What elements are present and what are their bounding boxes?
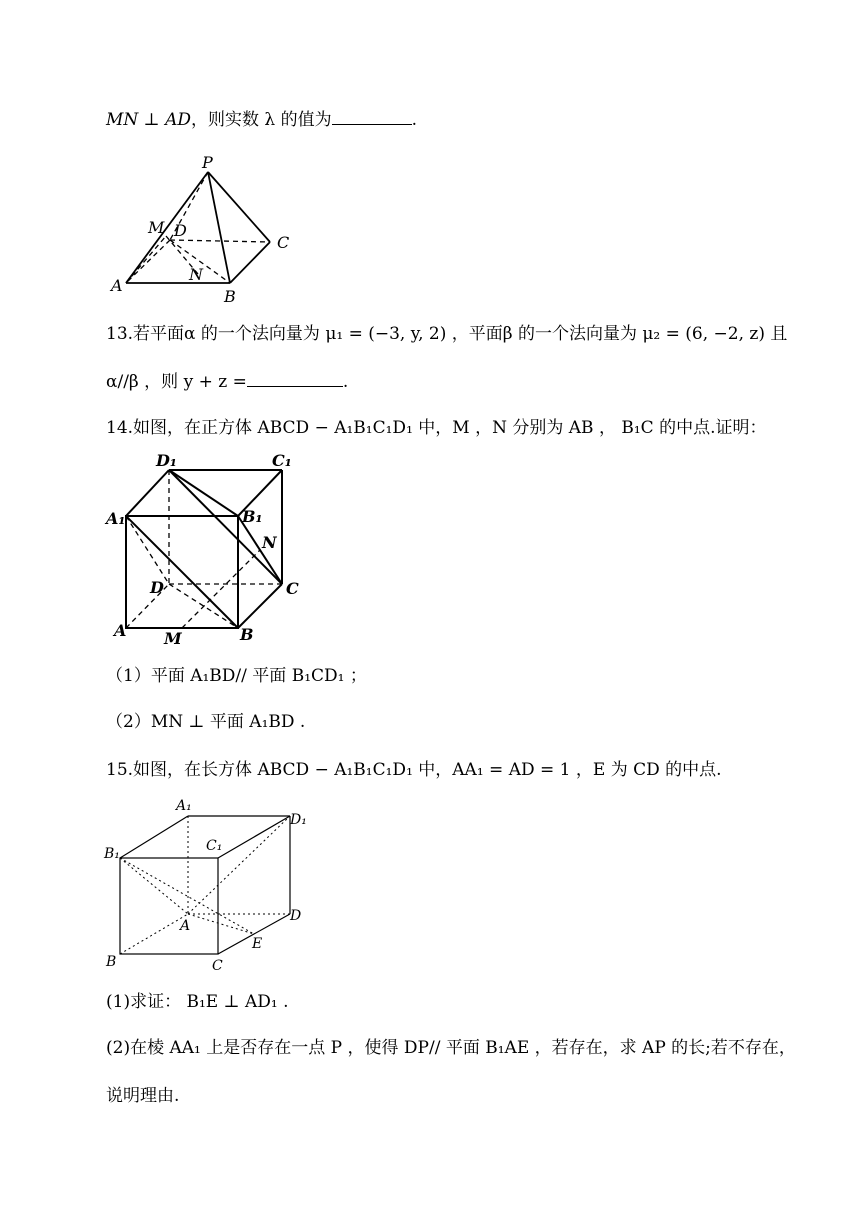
label-D1: D₁ <box>290 812 307 828</box>
q13-line1: 13.若平面α 的一个法向量为 μ₁ = (−3, y, 2) ，平面β 的一个法向量为 μ₂ = (6, −2, z) 且 <box>106 324 788 344</box>
label-A1: A₁ <box>106 509 126 528</box>
pyramid-figure <box>100 150 300 310</box>
label-A: A <box>180 918 191 934</box>
q13-end: . <box>342 372 349 392</box>
label-M: M <box>148 218 165 237</box>
label-M: M <box>164 629 182 648</box>
label-D: D <box>290 908 302 924</box>
label-C: C <box>286 579 299 598</box>
label-P: P <box>202 153 213 172</box>
label-C1: C₁ <box>206 838 223 854</box>
q12-end: . <box>411 110 417 130</box>
label-B: B <box>106 954 117 970</box>
q15-intro: 15.如图，在长方体 ABCD − A₁B₁C₁D₁ 中，AA₁ = AD = 1 ，E 为 CD 的中点. <box>106 760 722 780</box>
label-B1: B₁ <box>242 507 263 526</box>
label-D: D <box>150 578 164 597</box>
label-B1: B₁ <box>104 846 120 862</box>
label-A: A <box>111 276 123 295</box>
label-D1: D₁ <box>156 451 177 470</box>
label-B: B <box>224 287 236 306</box>
label-C1: C₁ <box>272 451 292 470</box>
q12-text: ，则实数 λ 的值为 <box>190 110 332 130</box>
cube-figure <box>104 450 304 650</box>
q14-intro: 14.如图，在正方体 ABCD − A₁B₁C₁D₁ 中，M ，N 分别为 AB ， B₁C 的中点.证明： <box>106 418 767 438</box>
label-E: E <box>252 936 263 952</box>
q14-part1: （1）平面 A₁BD// 平面 B₁CD₁ ； <box>106 666 367 686</box>
label-B: B <box>240 625 254 644</box>
label-C: C <box>277 233 290 252</box>
q15-part2-line1: (2)在棱 AA₁ 上是否存在一点 P ，使得 DP// 平面 B₁AE ，若存在，求 AP 的长;若不存在， <box>106 1038 796 1058</box>
label-C: C <box>212 958 223 974</box>
q12-answer-blank <box>332 108 412 125</box>
q12-tail <box>106 108 417 132</box>
label-A: A <box>114 621 127 640</box>
q12-math: MN ⊥ AD <box>106 110 191 130</box>
q13-line2-text: α//β ，则 y + z = <box>106 372 247 392</box>
q15-part1: (1)求证： B₁E ⊥ AD₁ . <box>106 992 289 1012</box>
q13-answer-blank <box>247 370 343 387</box>
q13-line2 <box>106 370 348 394</box>
label-A1: A₁ <box>176 798 192 814</box>
q14-part2: （2）MN ⊥ 平面 A₁BD . <box>106 712 306 732</box>
q15-part2-line2: 说明理由. <box>106 1086 180 1106</box>
label-D: D <box>174 221 187 240</box>
label-N: N <box>189 265 203 284</box>
label-N: N <box>262 533 277 552</box>
cuboid-figure <box>100 792 330 982</box>
